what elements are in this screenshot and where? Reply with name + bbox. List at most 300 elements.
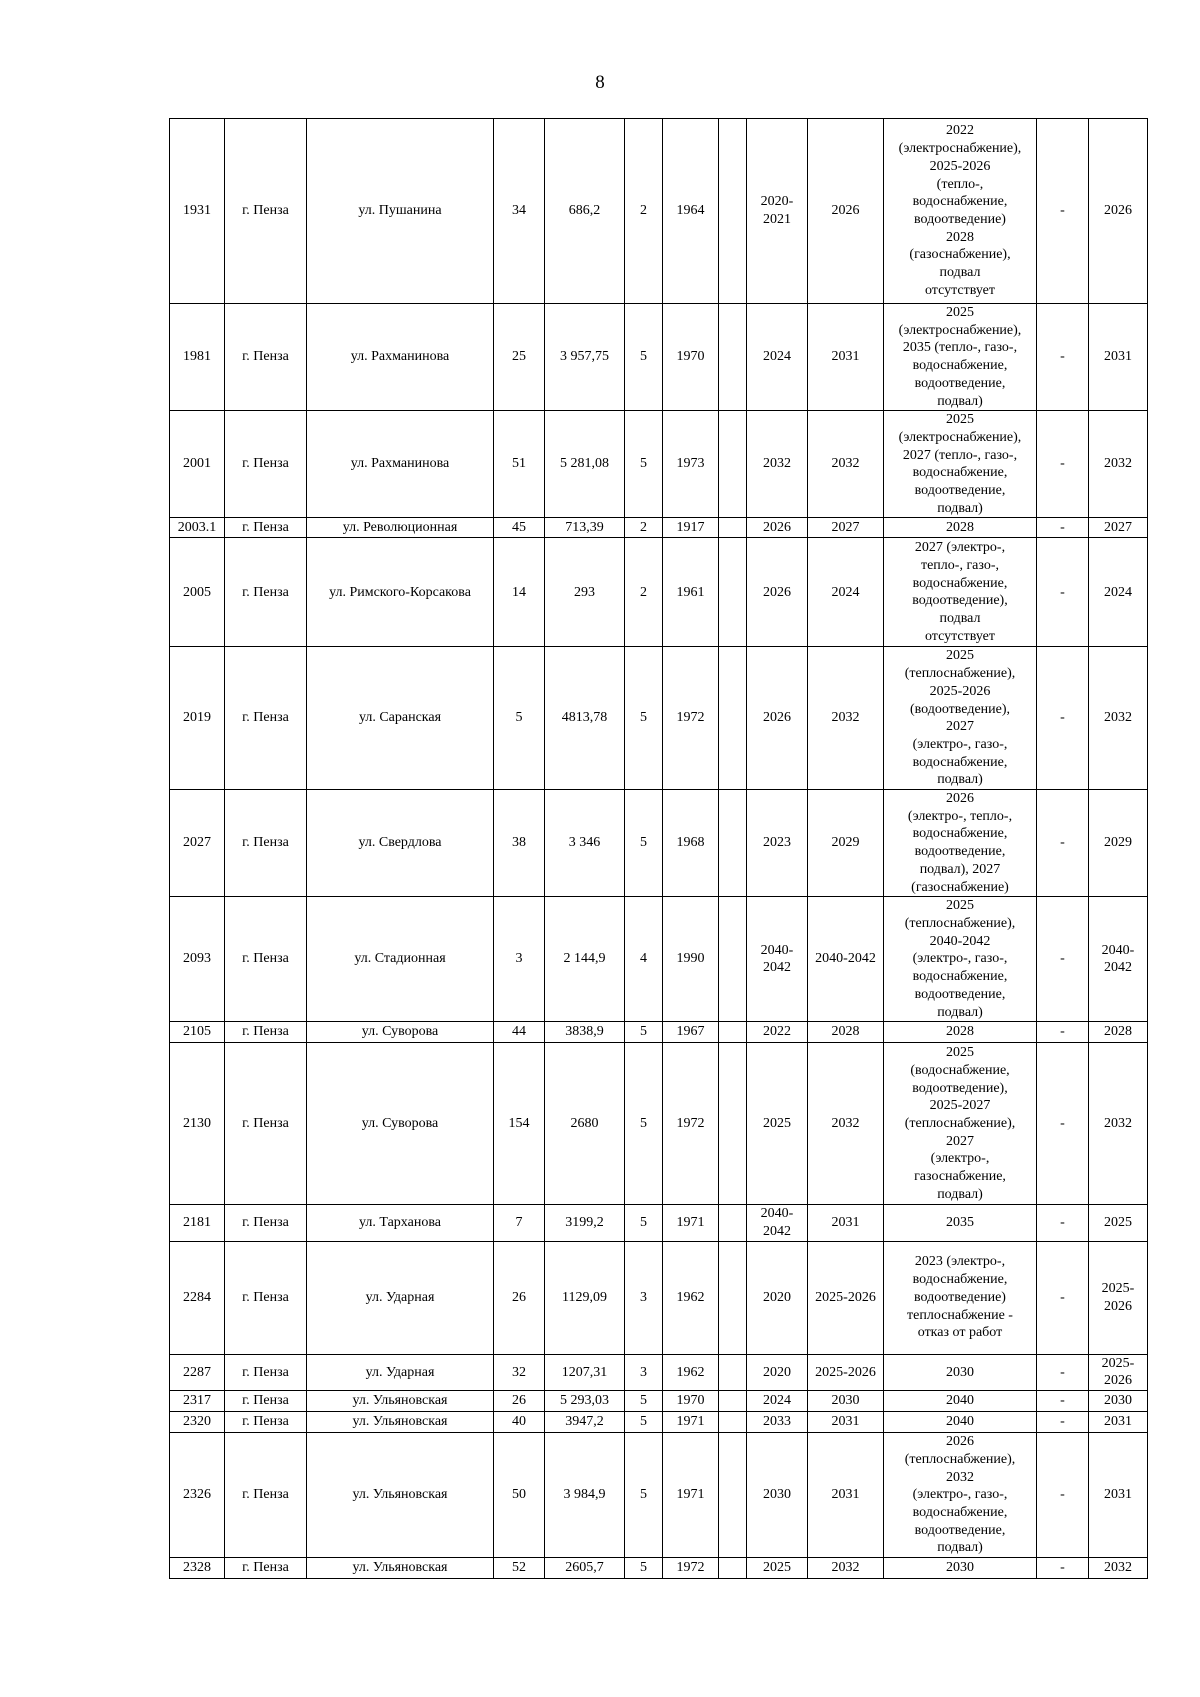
cell-id: 2181 xyxy=(170,1205,225,1241)
cell-dash: - xyxy=(1037,411,1089,518)
table-row xyxy=(170,790,1148,897)
works-line: 2028 xyxy=(946,229,974,245)
cell-blank xyxy=(719,790,747,897)
works-line: 2028 xyxy=(946,520,974,536)
cell-id: 2027 xyxy=(170,790,225,897)
cell-year-planned: 2023 xyxy=(747,790,808,897)
cell-house: 154 xyxy=(494,1043,545,1205)
works-line: 2035 (тепло-, газо-, xyxy=(902,340,1018,356)
cell-dash: - xyxy=(1037,1043,1089,1205)
cell-year-deadline: 2024 xyxy=(808,538,884,647)
works-line: подвал xyxy=(939,265,981,281)
cell-dash: - xyxy=(1037,1022,1089,1043)
works-line: водоснабжение, xyxy=(912,465,1008,481)
works-line: 2030 xyxy=(946,1560,974,1576)
cell-street: ул. Ударная xyxy=(307,1354,494,1390)
cell-year: 1971 xyxy=(663,1433,719,1558)
cell-city: г. Пенза xyxy=(225,411,307,518)
cell-year-planned: 2020 xyxy=(747,1241,808,1354)
cell-blank xyxy=(719,1043,747,1205)
cell-floors: 3 xyxy=(625,1241,663,1354)
works-line: 2026 xyxy=(946,1434,974,1450)
cell-dash: - xyxy=(1037,790,1089,897)
cell-city: г. Пенза xyxy=(225,1354,307,1390)
table-row xyxy=(170,1043,1148,1205)
cell-works xyxy=(884,518,1037,538)
cell-house: 26 xyxy=(494,1241,545,1354)
cell-city: г. Пенза xyxy=(225,1433,307,1558)
cell-year: 1971 xyxy=(663,1205,719,1241)
table-row xyxy=(170,1205,1148,1241)
cell-id: 2019 xyxy=(170,647,225,790)
cell-area: 5 281,08 xyxy=(545,411,625,518)
cell-id: 2093 xyxy=(170,897,225,1022)
cell-blank xyxy=(719,1558,747,1579)
cell-area: 2680 xyxy=(545,1043,625,1205)
cell-year: 1972 xyxy=(663,647,719,790)
cell-year-final: 2031 xyxy=(1089,1412,1148,1433)
works-line: 2027 (электро-, xyxy=(914,540,1006,556)
table-row xyxy=(170,647,1148,790)
cell-house: 40 xyxy=(494,1412,545,1433)
cell-dash: - xyxy=(1037,1433,1089,1558)
cell-blank xyxy=(719,1205,747,1241)
works-line: 2026 xyxy=(946,791,974,807)
cell-house: 7 xyxy=(494,1205,545,1241)
works-line: 2032 xyxy=(946,1469,974,1485)
cell-works xyxy=(884,1433,1037,1558)
cell-dash: - xyxy=(1037,1391,1089,1412)
cell-works xyxy=(884,1354,1037,1390)
cell-street: ул. Римского-Корсакова xyxy=(307,538,494,647)
works-line: подвал) xyxy=(937,1186,983,1202)
cell-street: ул. Ульяновская xyxy=(307,1558,494,1579)
cell-year-deadline: 2027 xyxy=(808,518,884,538)
works-line: подвал) xyxy=(937,1004,983,1020)
cell-floors: 2 xyxy=(625,538,663,647)
cell-year-deadline: 2029 xyxy=(808,790,884,897)
cell-year-planned: 2033 xyxy=(747,1412,808,1433)
cell-area: 3 957,75 xyxy=(545,304,625,411)
cell-area: 3199,2 xyxy=(545,1205,625,1241)
cell-house: 14 xyxy=(494,538,545,647)
cell-floors: 5 xyxy=(625,1391,663,1412)
works-line: водоотведение), xyxy=(912,593,1008,609)
works-line: подвал xyxy=(939,611,981,627)
works-line: 2023 (электро-, xyxy=(914,1254,1006,1270)
cell-area: 3 984,9 xyxy=(545,1433,625,1558)
cell-year: 1990 xyxy=(663,897,719,1022)
works-line: 2027 xyxy=(946,719,974,735)
works-line: (электро-, газо-, xyxy=(912,951,1008,967)
cell-area: 293 xyxy=(545,538,625,647)
cell-house: 3 xyxy=(494,897,545,1022)
works-line: подвал) xyxy=(937,1540,983,1556)
works-line: водоснабжение, xyxy=(912,194,1008,210)
cell-dash: - xyxy=(1037,1241,1089,1354)
works-line: (электро-, тепло-, xyxy=(907,808,1013,824)
cell-year-planned: 2030 xyxy=(747,1433,808,1558)
works-line: водоотведение, xyxy=(914,483,1006,499)
cell-works xyxy=(884,119,1037,304)
works-line: водоснабжение, xyxy=(912,1272,1008,1288)
cell-year-deadline: 2031 xyxy=(808,1433,884,1558)
cell-year-final: 2031 xyxy=(1089,304,1148,411)
cell-id: 1981 xyxy=(170,304,225,411)
works-line: подвал) xyxy=(937,500,983,516)
cell-area: 1129,09 xyxy=(545,1241,625,1354)
cell-works xyxy=(884,1558,1037,1579)
cell-city: г. Пенза xyxy=(225,1205,307,1241)
works-line: 2040 xyxy=(946,1393,974,1409)
cell-city: г. Пенза xyxy=(225,1412,307,1433)
works-line: водоотведение) xyxy=(914,1289,1006,1305)
cell-area: 686,2 xyxy=(545,119,625,304)
cell-works xyxy=(884,1022,1037,1043)
cell-floors: 5 xyxy=(625,790,663,897)
cell-blank xyxy=(719,1391,747,1412)
cell-street: ул. Саранская xyxy=(307,647,494,790)
cell-city: г. Пенза xyxy=(225,1558,307,1579)
cell-id: 2005 xyxy=(170,538,225,647)
table-row xyxy=(170,119,1148,304)
works-line: 2025-2027 xyxy=(929,1098,991,1114)
cell-dash: - xyxy=(1037,538,1089,647)
cell-year-final: 2029 xyxy=(1089,790,1148,897)
cell-year: 1972 xyxy=(663,1558,719,1579)
cell-floors: 5 xyxy=(625,1043,663,1205)
cell-house: 51 xyxy=(494,411,545,518)
cell-works xyxy=(884,897,1037,1022)
cell-year-final: 2032 xyxy=(1089,1043,1148,1205)
cell-id: 2105 xyxy=(170,1022,225,1043)
cell-floors: 4 xyxy=(625,897,663,1022)
cell-year: 1964 xyxy=(663,119,719,304)
cell-works xyxy=(884,1391,1037,1412)
cell-floors: 2 xyxy=(625,119,663,304)
table-row xyxy=(170,518,1148,538)
table-row xyxy=(170,304,1148,411)
table-row xyxy=(170,1558,1148,1579)
works-line: (теплоснабжение), xyxy=(904,666,1016,682)
cell-street: ул. Ульяновская xyxy=(307,1412,494,1433)
cell-street: ул. Ульяновская xyxy=(307,1391,494,1412)
cell-year-planned: 2026 xyxy=(747,518,808,538)
cell-city: г. Пенза xyxy=(225,1043,307,1205)
cell-year-planned: 2024 xyxy=(747,304,808,411)
cell-year: 1973 xyxy=(663,411,719,518)
cell-floors: 5 xyxy=(625,304,663,411)
cell-works xyxy=(884,1241,1037,1354)
cell-year: 1972 xyxy=(663,1043,719,1205)
works-line: 2022 xyxy=(946,123,974,139)
cell-floors: 5 xyxy=(625,1412,663,1433)
cell-year-final: 2026 xyxy=(1089,119,1148,304)
cell-street: ул. Пушанина xyxy=(307,119,494,304)
cell-works xyxy=(884,1205,1037,1241)
works-line: 2025-2026 xyxy=(929,683,991,699)
works-line: водоотведение) xyxy=(914,212,1006,227)
cell-id: 2320 xyxy=(170,1412,225,1433)
cell-works xyxy=(884,538,1037,647)
works-line: 2035 xyxy=(946,1215,974,1231)
cell-year: 1970 xyxy=(663,304,719,411)
housing-table xyxy=(169,118,1148,1579)
works-line: (электро-, газо-, xyxy=(912,736,1008,752)
works-line: 2027 (тепло-, газо-, xyxy=(902,447,1018,463)
cell-year-planned: 2040-2042 xyxy=(747,1205,808,1241)
works-line: водоотведение), xyxy=(912,1080,1008,1096)
works-line: водоотведение, xyxy=(914,844,1006,860)
cell-street: ул. Тарханова xyxy=(307,1205,494,1241)
cell-city: г. Пенза xyxy=(225,119,307,304)
cell-blank xyxy=(719,1354,747,1390)
cell-city: г. Пенза xyxy=(225,518,307,538)
cell-house: 52 xyxy=(494,1558,545,1579)
cell-street: ул. Рахманинова xyxy=(307,411,494,518)
cell-house: 5 xyxy=(494,647,545,790)
table-row xyxy=(170,1022,1148,1043)
cell-blank xyxy=(719,119,747,304)
cell-id: 2003.1 xyxy=(170,518,225,538)
works-line: отказ от работ xyxy=(917,1325,1003,1341)
cell-city: г. Пенза xyxy=(225,1391,307,1412)
works-line: (электро-, газо-, xyxy=(912,1487,1008,1503)
cell-house: 26 xyxy=(494,1391,545,1412)
cell-blank xyxy=(719,647,747,790)
cell-house: 44 xyxy=(494,1022,545,1043)
cell-year-final: 2031 xyxy=(1089,1433,1148,1558)
cell-area: 713,39 xyxy=(545,518,625,538)
cell-street: ул. Свердлова xyxy=(307,790,494,897)
works-line: отсутствует xyxy=(924,628,996,644)
cell-dash: - xyxy=(1037,119,1089,304)
works-line: 2025 xyxy=(946,305,974,320)
works-line: водоотведение, xyxy=(914,375,1006,391)
works-line: (электро-, xyxy=(930,1151,990,1167)
cell-dash: - xyxy=(1037,518,1089,538)
works-line: (электроснабжение), xyxy=(898,141,1022,157)
cell-house: 34 xyxy=(494,119,545,304)
cell-id: 2001 xyxy=(170,411,225,518)
table-row xyxy=(170,411,1148,518)
cell-year-planned: 2040-2042 xyxy=(747,897,808,1022)
cell-blank xyxy=(719,1241,747,1354)
cell-house: 45 xyxy=(494,518,545,538)
cell-year: 1962 xyxy=(663,1241,719,1354)
table-body xyxy=(170,119,1148,1579)
cell-year-final: 2030 xyxy=(1089,1391,1148,1412)
cell-year-final: 2040-2042 xyxy=(1089,897,1148,1022)
cell-year-planned: 2025 xyxy=(747,1558,808,1579)
cell-year-deadline: 2030 xyxy=(808,1391,884,1412)
cell-city: г. Пенза xyxy=(225,1241,307,1354)
cell-floors: 2 xyxy=(625,518,663,538)
cell-dash: - xyxy=(1037,897,1089,1022)
works-line: (газоснабжение) xyxy=(911,879,1009,895)
cell-year: 1962 xyxy=(663,1354,719,1390)
cell-year-deadline: 2040-2042 xyxy=(808,897,884,1022)
cell-year-final: 2032 xyxy=(1089,411,1148,518)
cell-year-final: 2025 xyxy=(1089,1205,1148,1241)
table-row xyxy=(170,538,1148,647)
cell-id: 2284 xyxy=(170,1241,225,1354)
works-line: (водоотведение), xyxy=(909,701,1011,717)
cell-floors: 3 xyxy=(625,1354,663,1390)
cell-year-deadline: 2031 xyxy=(808,1412,884,1433)
works-line: водоснабжение, xyxy=(912,754,1008,770)
works-line: подвал) xyxy=(937,393,983,409)
cell-year-final: 2027 xyxy=(1089,518,1148,538)
works-line: водоснабжение, xyxy=(912,358,1008,374)
cell-floors: 5 xyxy=(625,411,663,518)
cell-year: 1971 xyxy=(663,1412,719,1433)
cell-works xyxy=(884,1043,1037,1205)
cell-house: 25 xyxy=(494,304,545,411)
works-line: газоснабжение, xyxy=(914,1169,1006,1185)
table-row xyxy=(170,1391,1148,1412)
cell-street: ул. Ульяновская xyxy=(307,1433,494,1558)
cell-year: 1961 xyxy=(663,538,719,647)
cell-year: 1917 xyxy=(663,518,719,538)
cell-id: 2130 xyxy=(170,1043,225,1205)
works-line: (теплоснабжение), xyxy=(904,1115,1016,1131)
table-row xyxy=(170,1354,1148,1390)
works-line: теплоснабжение - xyxy=(907,1307,1013,1323)
cell-year-deadline: 2032 xyxy=(808,1558,884,1579)
cell-street: ул. Рахманинова xyxy=(307,304,494,411)
cell-works xyxy=(884,647,1037,790)
cell-city: г. Пенза xyxy=(225,304,307,411)
works-line: (электроснабжение), xyxy=(898,429,1022,445)
cell-house: 50 xyxy=(494,1433,545,1558)
cell-year-deadline: 2026 xyxy=(808,119,884,304)
cell-area: 3838,9 xyxy=(545,1022,625,1043)
works-line: (теплоснабжение), xyxy=(904,1451,1016,1467)
cell-year-planned: 2032 xyxy=(747,411,808,518)
cell-id: 2328 xyxy=(170,1558,225,1579)
works-line: водоотведение, xyxy=(914,1522,1006,1538)
cell-year-deadline: 2032 xyxy=(808,1043,884,1205)
cell-works xyxy=(884,304,1037,411)
works-line: 2027 xyxy=(946,1133,974,1149)
works-line: 2040-2042 xyxy=(929,933,991,949)
cell-works xyxy=(884,1412,1037,1433)
cell-floors: 5 xyxy=(625,1205,663,1241)
cell-floors: 5 xyxy=(625,1558,663,1579)
works-line: (электроснабжение), xyxy=(898,322,1022,338)
cell-house: 32 xyxy=(494,1354,545,1390)
cell-city: г. Пенза xyxy=(225,538,307,647)
cell-id: 2317 xyxy=(170,1391,225,1412)
cell-works xyxy=(884,790,1037,897)
cell-area: 2605,7 xyxy=(545,1558,625,1579)
works-line: подвал), 2027 xyxy=(919,861,1001,877)
cell-floors: 5 xyxy=(625,1022,663,1043)
works-line: водоснабжение, xyxy=(912,969,1008,985)
cell-street: ул. Стадионная xyxy=(307,897,494,1022)
works-line: 2025 xyxy=(946,898,974,914)
cell-blank xyxy=(719,897,747,1022)
cell-street: ул. Суворова xyxy=(307,1022,494,1043)
works-line: тепло-, газо-, xyxy=(920,558,1000,574)
cell-city: г. Пенза xyxy=(225,1022,307,1043)
works-line: 2040 xyxy=(946,1414,974,1430)
cell-year-planned: 2026 xyxy=(747,538,808,647)
works-line: 2025 xyxy=(946,1045,974,1061)
cell-city: г. Пенза xyxy=(225,897,307,1022)
table-row xyxy=(170,1412,1148,1433)
cell-year-deadline: 2028 xyxy=(808,1022,884,1043)
cell-area: 4813,78 xyxy=(545,647,625,790)
cell-year-final: 2024 xyxy=(1089,538,1148,647)
cell-floors: 5 xyxy=(625,647,663,790)
works-line: отсутствует xyxy=(924,282,996,298)
cell-id: 2287 xyxy=(170,1354,225,1390)
cell-year: 1967 xyxy=(663,1022,719,1043)
cell-blank xyxy=(719,1433,747,1558)
works-line: водоснабжение, xyxy=(912,826,1008,842)
cell-blank xyxy=(719,304,747,411)
cell-year-deadline: 2025-2026 xyxy=(808,1241,884,1354)
works-line: 2025-2026 xyxy=(929,158,991,174)
cell-city: г. Пенза xyxy=(225,647,307,790)
cell-floors: 5 xyxy=(625,1433,663,1558)
cell-street: ул. Революционная xyxy=(307,518,494,538)
table-row xyxy=(170,1241,1148,1354)
cell-dash: - xyxy=(1037,1205,1089,1241)
works-line: 2025 xyxy=(946,412,974,428)
cell-street: ул. Ударная xyxy=(307,1241,494,1354)
works-line: (теплоснабжение), xyxy=(904,916,1016,932)
cell-works xyxy=(884,411,1037,518)
cell-id: 2326 xyxy=(170,1433,225,1558)
works-line: (газоснабжение), xyxy=(909,247,1011,263)
cell-year-final: 2025-2026 xyxy=(1089,1241,1148,1354)
cell-area: 3947,2 xyxy=(545,1412,625,1433)
cell-area: 2 144,9 xyxy=(545,897,625,1022)
works-line: (тепло-, xyxy=(936,176,984,192)
cell-year-final: 2032 xyxy=(1089,1558,1148,1579)
cell-id: 1931 xyxy=(170,119,225,304)
cell-year-planned: 2020 xyxy=(747,1354,808,1390)
cell-blank xyxy=(719,538,747,647)
cell-city: г. Пенза xyxy=(225,790,307,897)
works-line: 2030 xyxy=(946,1364,974,1380)
cell-dash: - xyxy=(1037,647,1089,790)
works-line: водоотведение, xyxy=(914,986,1006,1002)
works-line: подвал) xyxy=(937,772,983,788)
table-row xyxy=(170,897,1148,1022)
cell-blank xyxy=(719,518,747,538)
cell-year-deadline: 2025-2026 xyxy=(808,1354,884,1390)
cell-street: ул. Суворова xyxy=(307,1043,494,1205)
cell-year-planned: 2022 xyxy=(747,1022,808,1043)
cell-year-final: 2025-2026 xyxy=(1089,1354,1148,1390)
cell-area: 3 346 xyxy=(545,790,625,897)
cell-year-planned: 2024 xyxy=(747,1391,808,1412)
cell-dash: - xyxy=(1037,1354,1089,1390)
cell-dash: - xyxy=(1037,1412,1089,1433)
cell-year-deadline: 2032 xyxy=(808,411,884,518)
cell-year-deadline: 2031 xyxy=(808,1205,884,1241)
table-row xyxy=(170,1433,1148,1558)
cell-blank xyxy=(719,411,747,518)
cell-year-planned: 2025 xyxy=(747,1043,808,1205)
works-line: 2025 xyxy=(946,648,974,664)
cell-year: 1970 xyxy=(663,1391,719,1412)
works-line: водоснабжение, xyxy=(912,575,1008,591)
